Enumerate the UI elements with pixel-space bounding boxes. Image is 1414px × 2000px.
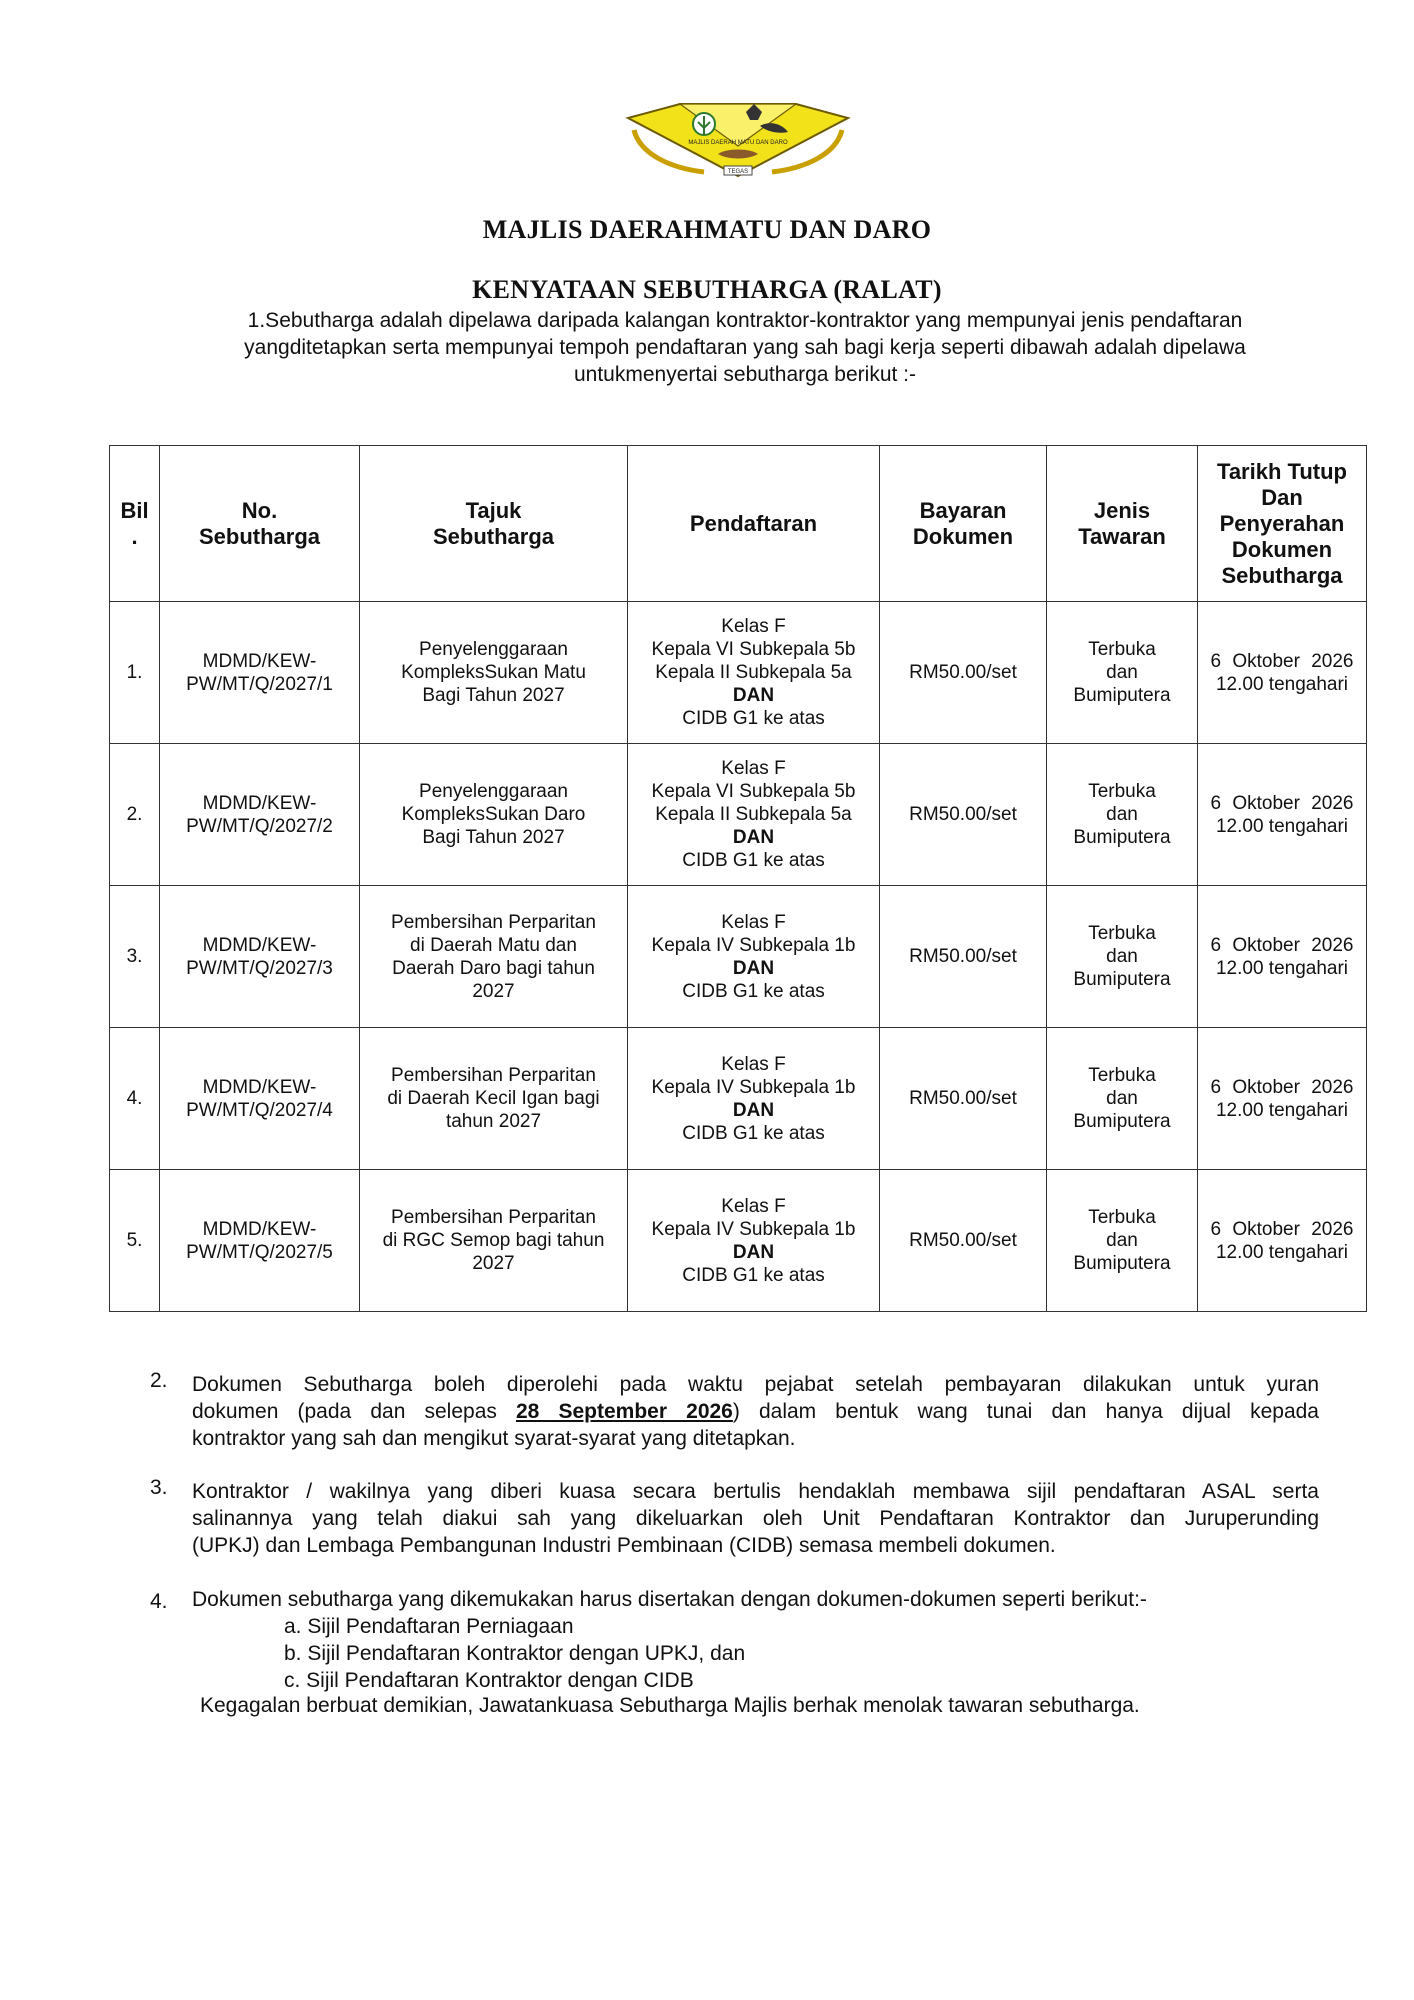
- cell-tarikh: [1198, 1170, 1367, 1312]
- no-line-2: PW/MT/Q/2027/5: [186, 1241, 333, 1263]
- jenis-line: Terbuka: [1088, 1207, 1156, 1228]
- jenis-line: dan: [1106, 1088, 1138, 1109]
- cell-tajuk: [360, 744, 628, 886]
- intro-line-1: 1.Sebutharga adalah dipelawa daripada kalangan kontraktor-kontraktor yang mempunyai jenis pendaftaran: [247, 309, 1243, 332]
- para-2-line-3: kontraktor yang sah dan mengikut syarat-syarat yang ditetapkan.: [192, 1427, 796, 1450]
- cell-tarikh: [1198, 886, 1367, 1028]
- cell-jenis: [1047, 1170, 1198, 1312]
- pendaftaran-line: Kepala VI Subkepala 5b: [651, 639, 856, 660]
- para-3-number: 3.: [150, 1476, 168, 1499]
- no-line-2: PW/MT/Q/2027/1: [186, 673, 333, 695]
- no-line-2: PW/MT/Q/2027/4: [186, 1099, 333, 1121]
- tajuk-line: Penyelenggaraan: [419, 781, 568, 802]
- cell-no-sebutharga: [160, 1028, 360, 1170]
- jenis-line: dan: [1106, 946, 1138, 967]
- jenis-line: Terbuka: [1088, 923, 1156, 944]
- pendaftaran-line: Kepala VI Subkepala 5b: [651, 781, 856, 802]
- cell-pendaftaran: [628, 744, 880, 886]
- no-line-1: MDMD/KEW-: [202, 934, 317, 956]
- table-row: [110, 1028, 1367, 1170]
- intro-line-3: untukmenyertai sebutharga berikut :-: [573, 363, 917, 386]
- tarikh-time: 12.00 tengahari: [1215, 1241, 1349, 1263]
- jenis-line: dan: [1106, 662, 1138, 683]
- para-3-line-3: (UPKJ) dan Lembaga Pembangunan Industri Pembinaan (CIDB) semasa membeli dokumen.: [192, 1534, 1056, 1557]
- cell-no-sebutharga: [160, 602, 360, 744]
- para-4-number: 4.: [150, 1590, 168, 1613]
- page-title: MAJLIS DAERAHMATU DAN DARO: [482, 215, 932, 244]
- no-line-1: MDMD/KEW-: [202, 792, 317, 814]
- tajuk-line: Pembersihan Perparitan: [391, 1065, 596, 1086]
- cell-bil: 5.: [110, 1170, 160, 1312]
- para-3-line-2: salinannya yang telah diakui sah yang dikeluarkan oleh Unit Pendaftaran Kontraktor dan Juruperunding: [192, 1507, 1319, 1530]
- tarikh-time: 12.00 tengahari: [1215, 815, 1349, 837]
- jenis-line: Bumiputera: [1073, 969, 1171, 990]
- para-4-line-1: Dokumen sebutharga yang dikemukakan harus disertakan dengan dokumen-dokumen seperti berikut:-: [192, 1588, 1147, 1611]
- pendaftaran-cidb: CIDB G1 ke atas: [682, 1122, 825, 1144]
- tajuk-line: 2027: [472, 980, 515, 1002]
- pendaftaran-line: Kelas F: [721, 758, 786, 779]
- document-date: 28 September 2026: [516, 1400, 733, 1423]
- para-4-item-a: a. Sijil Pendaftaran Perniagaan: [284, 1615, 574, 1638]
- cell-jenis: [1047, 1028, 1198, 1170]
- pendaftaran-line: Kepala IV Subkepala 1b: [651, 934, 856, 956]
- cell-pendaftaran: [628, 1028, 880, 1170]
- tender-table: [109, 445, 1367, 1312]
- cell-no-sebutharga: [160, 1170, 360, 1312]
- pendaftaran-line: Kepala IV Subkepala 1b: [651, 1218, 856, 1240]
- header-pendaftaran: Pendaftaran: [628, 446, 880, 602]
- cell-bil: 2.: [110, 744, 160, 886]
- pendaftaran-line: Kepala II Subkepala 5a: [655, 662, 852, 683]
- cell-tarikh: [1198, 1028, 1367, 1170]
- cell-tajuk: [360, 886, 628, 1028]
- cell-no-sebutharga: [160, 744, 360, 886]
- jenis-line: Bumiputera: [1073, 685, 1171, 706]
- tarikh-date: 6 Oktober 2026: [1210, 934, 1354, 956]
- pendaftaran-dan: DAN: [732, 1241, 775, 1263]
- cell-bayaran: RM50.00/set: [880, 1170, 1047, 1312]
- tajuk-line: Daerah Daro bagi tahun: [392, 957, 595, 979]
- jenis-line: Terbuka: [1088, 1065, 1156, 1086]
- cell-jenis: [1047, 602, 1198, 744]
- table-row: [110, 1170, 1367, 1312]
- tarikh-date: 6 Oktober 2026: [1210, 1218, 1354, 1240]
- para-2-line-1: Dokumen Sebutharga boleh diperolehi pada waktu pejabat setelah pembayaran dilakukan untuk yuran: [192, 1373, 1319, 1396]
- tarikh-time: 12.00 tengahari: [1215, 673, 1349, 695]
- logo-text: MAJLIS DAERAH MATU DAN DARO: [688, 140, 788, 146]
- header-tarikh: Tarikh Tutup Dan Penyerahan Dokumen Sebutharga: [1198, 446, 1367, 602]
- tarikh-time: 12.00 tengahari: [1215, 1099, 1349, 1121]
- cell-bayaran: RM50.00/set: [880, 1028, 1047, 1170]
- pendaftaran-line: Kepala IV Subkepala 1b: [651, 1076, 856, 1098]
- para-4-item-b: b. Sijil Pendaftaran Kontraktor dengan UPKJ, dan: [284, 1642, 746, 1665]
- pendaftaran-cidb: CIDB G1 ke atas: [682, 708, 825, 729]
- no-line-1: MDMD/KEW-: [202, 1218, 317, 1240]
- para-3: [192, 1478, 1319, 1559]
- cell-bayaran: RM50.00/set: [880, 886, 1047, 1028]
- pendaftaran-cidb: CIDB G1 ke atas: [682, 1264, 825, 1286]
- pendaftaran-cidb: CIDB G1 ke atas: [682, 980, 825, 1002]
- jenis-line: Bumiputera: [1073, 827, 1171, 848]
- cell-bil: 4.: [110, 1028, 160, 1170]
- tajuk-line: Bagi Tahun 2027: [422, 685, 565, 706]
- cell-jenis: [1047, 886, 1198, 1028]
- cell-tajuk: [360, 1170, 628, 1312]
- tarikh-date: 6 Oktober 2026: [1210, 1076, 1354, 1098]
- council-logo: [620, 96, 856, 184]
- tarikh-time: 12.00 tengahari: [1215, 957, 1349, 979]
- pendaftaran-dan: DAN: [732, 685, 775, 706]
- intro-line-2: yangditetapkan serta mempunyai tempoh pendaftaran yang sah bagi kerja seperti dibawah adalah dipelawa: [244, 336, 1246, 359]
- tajuk-line: Bagi Tahun 2027: [422, 827, 565, 848]
- para-4-footer: Kegagalan berbuat demikian, Jawatankuasa Sebutharga Majlis berhak menolak tawaran sebutharga.: [200, 1694, 1140, 1717]
- header-bayaran: Bayaran Dokumen: [880, 446, 1047, 602]
- tajuk-line: KompleksSukan Matu: [401, 662, 586, 683]
- pendaftaran-line: Kelas F: [721, 1053, 786, 1075]
- pendaftaran-dan: DAN: [732, 1099, 775, 1121]
- para-2-line-2: dokumen (pada dan selepas 28 September 2026) dalam bentuk wang tunai dan hanya dijual kepada: [192, 1400, 1319, 1423]
- pendaftaran-line: Kelas F: [721, 1195, 786, 1217]
- pendaftaran-dan: DAN: [732, 827, 775, 848]
- tarikh-date: 6 Oktober 2026: [1210, 792, 1354, 814]
- cell-tarikh: [1198, 602, 1367, 744]
- para-2-number: 2.: [150, 1369, 168, 1392]
- no-line-1: MDMD/KEW-: [202, 650, 317, 672]
- tajuk-line: Pembersihan Perparitan: [391, 1207, 596, 1228]
- cell-jenis: [1047, 744, 1198, 886]
- no-line-2: PW/MT/Q/2027/2: [186, 815, 333, 837]
- header-jenis: Jenis Tawaran: [1047, 446, 1198, 602]
- tajuk-line: Penyelenggaraan: [419, 639, 568, 660]
- table-row: [110, 886, 1367, 1028]
- pendaftaran-dan: DAN: [732, 957, 775, 979]
- table-row: [110, 744, 1367, 886]
- cell-bayaran: RM50.00/set: [880, 744, 1047, 886]
- tajuk-line: di RGC Semop bagi tahun: [382, 1230, 605, 1251]
- pendaftaran-line: Kelas F: [721, 911, 786, 933]
- jenis-line: dan: [1106, 804, 1138, 825]
- tajuk-line: KompleksSukan Daro: [401, 804, 586, 825]
- no-line-2: PW/MT/Q/2027/3: [186, 957, 333, 979]
- tajuk-line: tahun 2027: [445, 1111, 542, 1132]
- header-no-sebutharga: No. Sebutharga: [160, 446, 360, 602]
- jenis-line: dan: [1106, 1230, 1138, 1251]
- cell-tajuk: [360, 602, 628, 744]
- para-3-line-1: Kontraktor / wakilnya yang diberi kuasa secara bertulis hendaklah membawa sijil pendaftaran ASAL serta: [192, 1480, 1319, 1503]
- jenis-line: Terbuka: [1088, 781, 1156, 802]
- header-bil: Bil .: [110, 446, 160, 602]
- tajuk-line: 2027: [472, 1253, 515, 1274]
- table-row: [110, 602, 1367, 744]
- para-4-item-c: c. Sijil Pendaftaran Kontraktor dengan CIDB: [284, 1669, 694, 1692]
- tajuk-line: Pembersihan Perparitan: [391, 911, 596, 933]
- jenis-line: Bumiputera: [1073, 1111, 1171, 1132]
- pendaftaran-line: Kelas F: [721, 616, 786, 637]
- tajuk-line: di Daerah Matu dan: [410, 934, 577, 956]
- table-header-row: [110, 446, 1367, 602]
- cell-pendaftaran: [628, 1170, 880, 1312]
- tajuk-line: di Daerah Kecil Igan bagi: [387, 1088, 600, 1109]
- cell-bil: 1.: [110, 602, 160, 744]
- pendaftaran-line: Kepala II Subkepala 5a: [655, 804, 852, 825]
- cell-no-sebutharga: [160, 886, 360, 1028]
- cell-pendaftaran: [628, 886, 880, 1028]
- cell-tarikh: [1198, 744, 1367, 886]
- cell-bayaran: RM50.00/set: [880, 602, 1047, 744]
- jenis-line: Bumiputera: [1073, 1253, 1171, 1274]
- no-line-1: MDMD/KEW-: [202, 1076, 317, 1098]
- tarikh-date: 6 Oktober 2026: [1210, 650, 1354, 672]
- logo-banner: TEGAS: [727, 169, 749, 175]
- header-tajuk: Tajuk Sebutharga: [360, 446, 628, 602]
- cell-pendaftaran: [628, 602, 880, 744]
- pendaftaran-cidb: CIDB G1 ke atas: [682, 850, 825, 871]
- para-2: [192, 1371, 1319, 1452]
- page-subtitle: KENYATAAN SEBUTHARGA (RALAT): [472, 275, 942, 304]
- jenis-line: Terbuka: [1088, 639, 1156, 660]
- cell-tajuk: [360, 1028, 628, 1170]
- cell-bil: 3.: [110, 886, 160, 1028]
